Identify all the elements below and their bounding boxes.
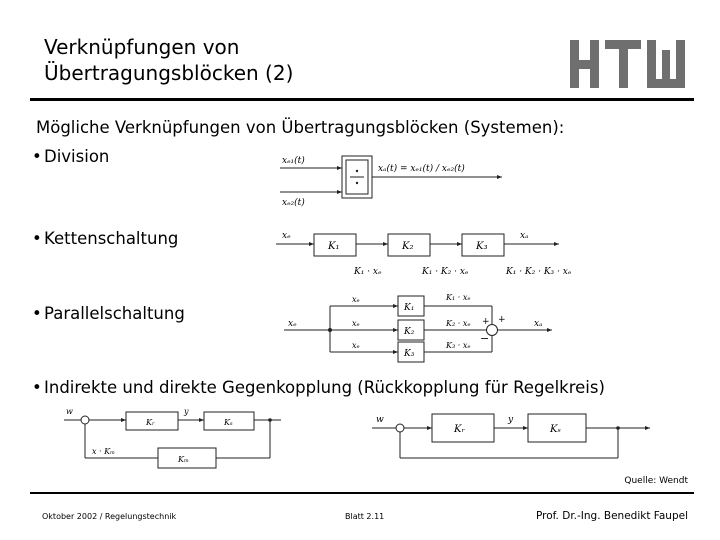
parallel-k2: K₂ <box>404 327 415 337</box>
indirect-y: y <box>184 407 189 416</box>
parallel-out-2: K₂ · xₑ <box>446 319 471 328</box>
indirect-ks: Kₛ <box>224 418 233 427</box>
parallel-xe-3: xₑ <box>352 341 360 350</box>
direct-ks: Kₛ <box>550 424 561 435</box>
title-line-2: Übertragungsblöcken (2) <box>44 61 294 85</box>
parallel-out-3: K₃ · xₑ <box>446 341 471 350</box>
indirect-w: w <box>66 407 73 416</box>
parallel-xe-1: xₑ <box>352 295 360 304</box>
bullet-division-label: Division <box>44 147 110 166</box>
footer-right: Prof. Dr.-Ing. Benedikt Faupel <box>535 510 688 522</box>
parallel-plus-2: + <box>482 317 490 327</box>
division-output: xₐ(t) = xₑ₁(t) / xₑ₂(t) <box>378 164 465 174</box>
chain-output: xₐ <box>520 231 529 241</box>
chain-label-3: K₁ · K₂ · K₃ · xₑ <box>506 267 572 277</box>
indirect-km: Kₘ <box>178 455 189 464</box>
parallel-diagram <box>282 290 572 366</box>
chain-diagram <box>274 222 574 284</box>
footer-center: Blatt 2.11 <box>345 512 385 521</box>
direct-kr: Kᵣ <box>454 424 465 435</box>
footer-left: Oktober 2002 / Regelungstechnik <box>42 512 177 521</box>
bullet-dot: • <box>32 229 42 248</box>
indirect-kr: Kᵣ <box>146 418 155 427</box>
bullet-parallel <box>32 304 185 323</box>
header-rule <box>30 98 694 101</box>
parallel-plus-1: + <box>498 315 506 325</box>
chain-label-2: K₁ · K₂ · xₑ <box>422 267 469 277</box>
direct-y: y <box>508 415 514 425</box>
bullet-dot: • <box>32 147 42 166</box>
bullet-kette <box>32 229 178 248</box>
chain-k1: K₁ <box>328 241 340 252</box>
chain-k2: K₂ <box>402 241 414 252</box>
division-diagram <box>262 150 512 208</box>
bullet-gegen-label: Indirekte und direkte Gegenkopplung (Rückkopplung für Regelkreis) <box>44 378 605 397</box>
bullet-kette-label: Kettenschaltung <box>44 229 179 248</box>
parallel-k3: K₃ <box>404 349 415 359</box>
chain-k3: K₃ <box>476 241 488 252</box>
bullet-dot: • <box>32 304 42 323</box>
intro-text: Mögliche Verknüpfungen von Übertragungsblöcken (Systemen): <box>36 118 565 137</box>
division-input-1: xₑ₁(t) <box>282 156 305 166</box>
bullet-division <box>32 147 109 166</box>
parallel-out-1: K₁ · xₑ <box>446 293 471 302</box>
slide-title <box>44 34 293 86</box>
chain-label-1: K₁ · xₑ <box>354 267 382 277</box>
htw-logo <box>570 40 692 92</box>
indirect-fb-label: x · Kₘ <box>92 447 116 456</box>
bullet-parallel-label: Parallelschaltung <box>44 304 185 323</box>
division-input-2: xₑ₂(t) <box>282 198 305 208</box>
source-note: Quelle: Wendt <box>624 476 688 486</box>
parallel-output: xₐ <box>534 319 543 329</box>
bullet-dot: • <box>32 378 42 397</box>
parallel-xe-2: xₑ <box>352 319 360 328</box>
parallel-input: xₑ <box>288 319 297 329</box>
title-line-1: Verknüpfungen von <box>44 35 240 59</box>
direct-w: w <box>376 415 384 425</box>
indirect-feedback-diagram <box>56 404 286 470</box>
parallel-k1: K₁ <box>404 303 415 313</box>
chain-input: xₑ <box>282 231 291 241</box>
bullet-gegen <box>32 378 605 397</box>
parallel-minus: − <box>480 332 490 345</box>
footer-rule <box>30 492 694 494</box>
direct-feedback-diagram <box>370 410 660 466</box>
